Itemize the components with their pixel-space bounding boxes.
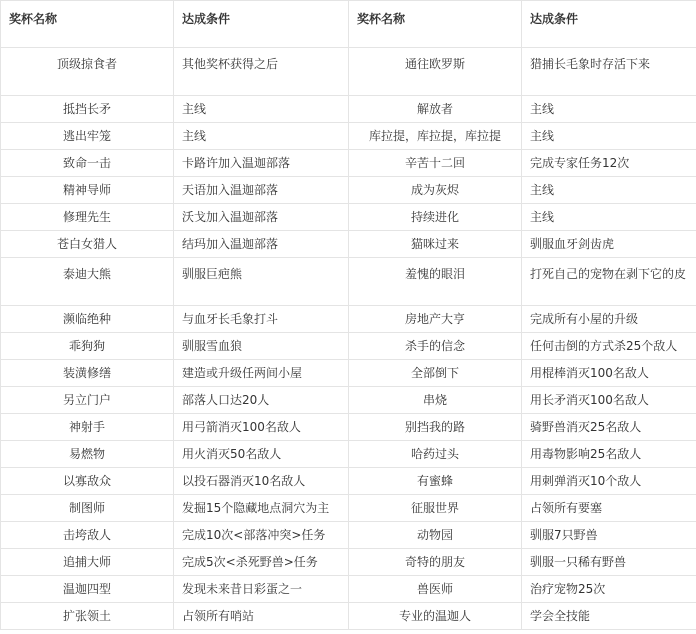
table-row — [1, 258, 696, 306]
table-row — [1, 495, 696, 522]
trophy-name-cell: 全部倒下 — [349, 360, 522, 387]
table-row — [1, 48, 696, 96]
table-row — [1, 387, 696, 414]
condition-cell: 用弓箭消灭100名敌人 — [174, 414, 349, 441]
table-row — [1, 576, 696, 603]
trophy-name-cell: 房地产大亨 — [349, 306, 522, 333]
trophy-name-cell: 串烧 — [349, 387, 522, 414]
table-row — [1, 441, 696, 468]
table-row — [1, 333, 696, 360]
trophy-name-cell: 神射手 — [1, 414, 174, 441]
trophy-name-cell: 逃出牢笼 — [1, 123, 174, 150]
condition-cell: 主线 — [522, 123, 696, 150]
condition-cell: 主线 — [522, 96, 696, 123]
trophy-name-cell: 辛苦十二回 — [349, 150, 522, 177]
condition-cell: 卡路许加入温迦部落 — [174, 150, 349, 177]
trophy-name-cell: 苍白女猎人 — [1, 231, 174, 258]
trophy-name-cell: 有蜜蜂 — [349, 468, 522, 495]
header-condition-2: 达成条件 — [522, 1, 696, 48]
trophy-name-cell: 精神导师 — [1, 177, 174, 204]
condition-cell: 主线 — [522, 204, 696, 231]
condition-cell: 治疗宠物25次 — [522, 576, 696, 603]
condition-cell: 骑野兽消灭25名敌人 — [522, 414, 696, 441]
condition-cell: 用火消灭50名敌人 — [174, 441, 349, 468]
condition-cell: 以投石器消灭10名敌人 — [174, 468, 349, 495]
trophy-name-cell: 顶级掠食者 — [1, 48, 174, 96]
condition-cell: 驯服雪血狼 — [174, 333, 349, 360]
trophy-name-cell: 奇特的朋友 — [349, 549, 522, 576]
condition-cell: 占领所有哨站 — [174, 603, 349, 630]
table-row — [1, 306, 696, 333]
condition-cell: 用棍棒消灭100名敌人 — [522, 360, 696, 387]
condition-cell: 猎捕长毛象时存活下来 — [522, 48, 696, 96]
condition-cell: 驯服血牙剑齿虎 — [522, 231, 696, 258]
header-trophy-name-2: 奖杯名称 — [349, 1, 522, 48]
trophy-name-cell: 击垮敌人 — [1, 522, 174, 549]
table-row — [1, 414, 696, 441]
condition-cell: 学会全技能 — [522, 603, 696, 630]
table-body — [1, 48, 696, 630]
trophy-name-cell: 装潢修缮 — [1, 360, 174, 387]
trophy-name-cell: 通往欧罗斯 — [349, 48, 522, 96]
trophy-name-cell: 修理先生 — [1, 204, 174, 231]
trophy-name-cell: 解放者 — [349, 96, 522, 123]
trophy-name-cell: 泰迪大熊 — [1, 258, 174, 306]
trophy-name-cell: 追捕大师 — [1, 549, 174, 576]
trophy-name-cell: 兽医师 — [349, 576, 522, 603]
trophy-name-cell: 抵挡长矛 — [1, 96, 174, 123]
condition-cell: 建造或升级任两间小屋 — [174, 360, 349, 387]
header-condition-1: 达成条件 — [174, 1, 349, 48]
condition-cell: 完成5次<杀死野兽>任务 — [174, 549, 349, 576]
table-row — [1, 522, 696, 549]
trophy-name-cell: 别挡我的路 — [349, 414, 522, 441]
condition-cell: 与血牙长毛象打斗 — [174, 306, 349, 333]
trophy-name-cell: 濒临绝种 — [1, 306, 174, 333]
trophy-name-cell: 持续进化 — [349, 204, 522, 231]
condition-cell: 完成专家任务12次 — [522, 150, 696, 177]
condition-cell: 其他奖杯获得之后 — [174, 48, 349, 96]
condition-cell: 完成所有小屋的升级 — [522, 306, 696, 333]
trophy-name-cell: 乖狗狗 — [1, 333, 174, 360]
condition-cell: 沃戈加入温迦部落 — [174, 204, 349, 231]
condition-cell: 打死自己的宠物在剥下它的皮 — [522, 258, 696, 306]
trophy-name-cell: 征服世界 — [349, 495, 522, 522]
trophy-name-cell: 致命一击 — [1, 150, 174, 177]
table-row — [1, 231, 696, 258]
condition-cell: 驯服一只稀有野兽 — [522, 549, 696, 576]
condition-cell: 部落人口达20人 — [174, 387, 349, 414]
condition-cell: 用毒物影响25名敌人 — [522, 441, 696, 468]
condition-cell: 任何击倒的方式杀25个敌人 — [522, 333, 696, 360]
condition-cell: 驯服巨疤熊 — [174, 258, 349, 306]
header-trophy-name-1: 奖杯名称 — [1, 1, 174, 48]
condition-cell: 完成10次<部落冲突>任务 — [174, 522, 349, 549]
trophy-name-cell: 以寡敌众 — [1, 468, 174, 495]
header-row — [1, 1, 696, 48]
table-row — [1, 204, 696, 231]
table-row — [1, 123, 696, 150]
condition-cell: 驯服7只野兽 — [522, 522, 696, 549]
table-row — [1, 96, 696, 123]
condition-cell: 结玛加入温迦部落 — [174, 231, 349, 258]
trophy-name-cell: 库拉提，库拉提，库拉提 — [349, 123, 522, 150]
condition-cell: 发现未来昔日彩蛋之一 — [174, 576, 349, 603]
condition-cell: 主线 — [174, 123, 349, 150]
table-row — [1, 549, 696, 576]
table-row — [1, 150, 696, 177]
trophy-name-cell: 猫咪过来 — [349, 231, 522, 258]
table-row — [1, 468, 696, 495]
trophy-name-cell: 另立门户 — [1, 387, 174, 414]
trophy-name-cell: 动物园 — [349, 522, 522, 549]
table-row — [1, 177, 696, 204]
trophy-name-cell: 专业的温迦人 — [349, 603, 522, 630]
condition-cell: 天语加入温迦部落 — [174, 177, 349, 204]
condition-cell: 占领所有要塞 — [522, 495, 696, 522]
condition-cell: 主线 — [174, 96, 349, 123]
condition-cell: 用长矛消灭100名敌人 — [522, 387, 696, 414]
trophy-name-cell: 制图师 — [1, 495, 174, 522]
trophy-name-cell: 羞愧的眼泪 — [349, 258, 522, 306]
trophy-name-cell: 杀手的信念 — [349, 333, 522, 360]
table-row — [1, 603, 696, 630]
trophy-name-cell: 易燃物 — [1, 441, 174, 468]
condition-cell: 用刺弹消灭10个敌人 — [522, 468, 696, 495]
trophy-name-cell: 扩张领土 — [1, 603, 174, 630]
condition-cell: 发掘15个隐藏地点洞穴为主 — [174, 495, 349, 522]
trophy-name-cell: 成为灰烬 — [349, 177, 522, 204]
trophy-name-cell: 温迦四型 — [1, 576, 174, 603]
table-row — [1, 360, 696, 387]
condition-cell: 主线 — [522, 177, 696, 204]
trophy-name-cell: 哈药过头 — [349, 441, 522, 468]
